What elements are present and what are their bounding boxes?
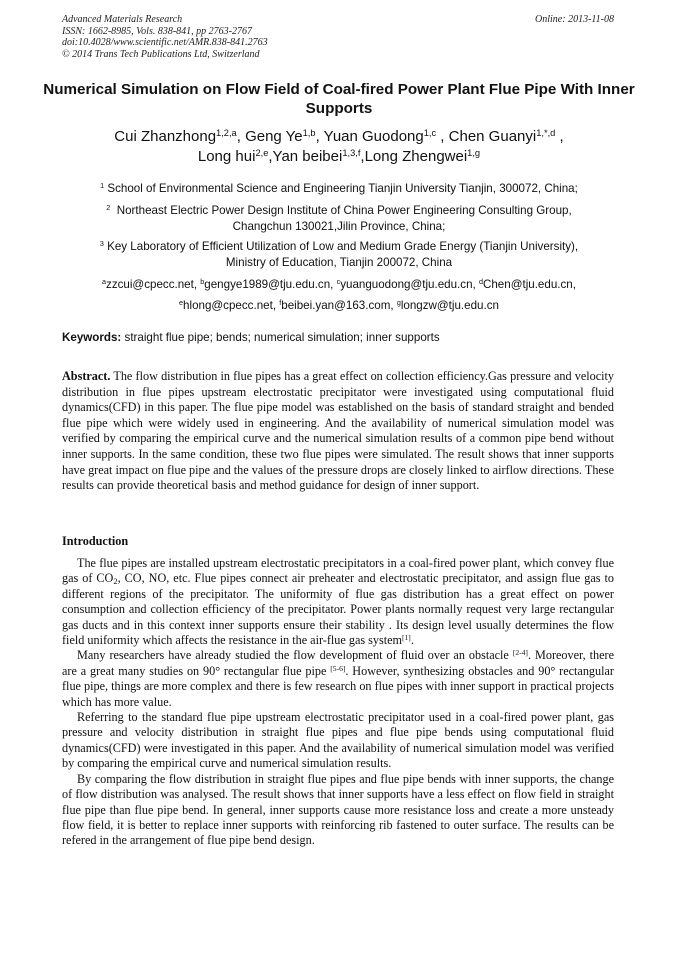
email-b: $^b$gengye1989@tju.edu.cn (200, 277, 331, 291)
affiliation-2: $^2$ Northeast Electric Power Design Institute of China Power Engineering Consulting Group, Changchun 130021,Jilin Province, China; (106, 203, 572, 233)
intro-paragraph-4: By comparing the flow distribution in straight flue pipes and flue pipe bends with inner supports, the change of flow distribution was analysed. The result shows that inner supports have a less effect on flow field in straight flue pipe than flue pipe bend. In general, inner supports cause more resistance loss and create a more unsteady flow field, it is better to replace inner supports with reinforcing rib fastened to outer surface. The results can be refered in the arrangement of flue pipe bend design. (62, 771, 614, 848)
intro-paragraph-1: The flue pipes are installed upstream electrostatic precipitators in a coal-fired power plant, which convey flue gas of $CO_2$, CO, NO, etc. Flue pipes connect air preheater and electrostatic precipitator, and assign flue gas to different regions of the precipitator. The uniformity of flue gas distribution has a great effect on power consumption and collection efficiency of the precipitator. Power plants normally request very large rectangular gas ducts and in this context inner supports ensure their stability . Its design level usually determines the flow field uniformity which affects the resistance in the air-flue gas system[1]. (62, 556, 614, 648)
abstract-text: The flow distribution in flue pipes has a great effect on collection efficiency.Gas pressure and velocity distribution in flue pipes upstream electrostatic precipitator were investigated using computational fluid dynamics(CFD) in this paper. The flue pipe model was established on the basis of standard straight and bended flue pipe which were widely used in engineering. And the availability of numerical simulation model was verified by comparing the empirical curve and the numerical simulation results of a common pipe bend without inner supports. In the same condition, these two flue pipes were simulated. The result shows that inner supports have great impact on flue pipe and the values of the pressure drops are closely linked to airflow directions. These results can provide theoretical basis and method guidance for design of inner support. (62, 369, 614, 493)
author: Chen Guanyi$^{1,*,d}$ , (448, 127, 564, 145)
email-d: $^d$Chen@tju.edu.cn (478, 277, 573, 291)
email-list: $^a$zzcui@cpecc.net, $^b$gengye1989@tju.edu.cn, $^c$yuanguodong@tju.edu.cn, $^d$Chen@tju.edu.cn, $^e$hlong@cpecc.net, $^f$beibei.yan@163.com, $^g$longzw@tju.edu.cn (102, 277, 576, 312)
intro-paragraph-3: Referring to the standard flue pipe upstream electrostatic precipitator used in a coal-fired power plant, gas pressure and velocity distribution in straight flue pipes and flue pipe bends using computational fluid dynamics(CFD) were investigated in this paper. And the availability of numerical simulation model was verified by comparing the empirical curve and numerical simulation results. (62, 710, 614, 771)
online-date: Online: 2013-11-08 (535, 14, 614, 25)
intro-paragraph-2: Many researchers have already studied the flow development of fluid over an obstacle [2-4]. Moreover, there are a great many studies on 90° rectangular flue pipe [5-6]. However, synthesizing obstacles and 90° rectangular flue pipe, things are more complex and there is few research on flue pipes with inner support in practical projects which has more value. (62, 648, 614, 709)
email-a: $^a$zzcui@cpecc.net (102, 277, 194, 291)
paper-title: Numerical Simulation on Flow Field of Coal-fired Power Plant Flue Pipe With Inner Supports (43, 81, 635, 117)
abstract (62, 369, 614, 494)
citation: [5-6] (330, 663, 346, 673)
author: Geng Ye$^{1,b}$, (245, 127, 324, 145)
keywords-text: straight flue pipe; bends; numerical simulation; inner supports (124, 331, 440, 344)
email-c: $^c$yuanguodong@tju.edu.cn (336, 277, 473, 291)
affiliation-3: $^3$ Key Laboratory of Efficient Utilization of Low and Medium Grade Energy (Tianjin University), Ministry of Education, Tianjin 200072, China (99, 239, 579, 269)
doi-line: doi:10.4028/www.scientific.net/AMR.838-841.2763 (62, 37, 268, 48)
copyright-line: © 2014 Trans Tech Publications Ltd, Switzerland (62, 48, 260, 60)
keywords-label: Keywords: (62, 331, 122, 344)
citation: [1] (402, 632, 411, 642)
issn-line: ISSN: 1662-8985, Vols. 838-841, pp 2763-2767 (62, 25, 252, 37)
author: Long Zhengwei$^{1,g}$ (364, 147, 481, 165)
abstract-label: Abstract. (62, 369, 111, 383)
author-list (40, 127, 638, 167)
journal-name: Advanced Materials Research (62, 14, 183, 25)
email-e: $^e$hlong@cpecc.net (179, 298, 273, 312)
author: Long hui$^{2,e}$, (197, 147, 273, 165)
introduction-body (62, 556, 614, 849)
running-header (62, 14, 614, 60)
author: Yuan Guodong$^{1,c}$ , (323, 127, 449, 145)
author: Cui Zhanzhong$^{1,2,a}$, (114, 127, 246, 145)
keywords (62, 331, 618, 344)
email-g: $^g$longzw@tju.edu.cn (396, 298, 499, 312)
affiliation-1: $^1$ School of Environmental Science and Engineering Tianjin University Tianjin, 300072, China; (100, 181, 578, 195)
email-f: $^f$beibei.yan@163.com (279, 298, 391, 312)
author: Yan beibei$^{1,3,f}$, (272, 147, 365, 165)
citation: [2-4] (512, 648, 528, 658)
introduction-heading: Introduction (62, 534, 129, 548)
